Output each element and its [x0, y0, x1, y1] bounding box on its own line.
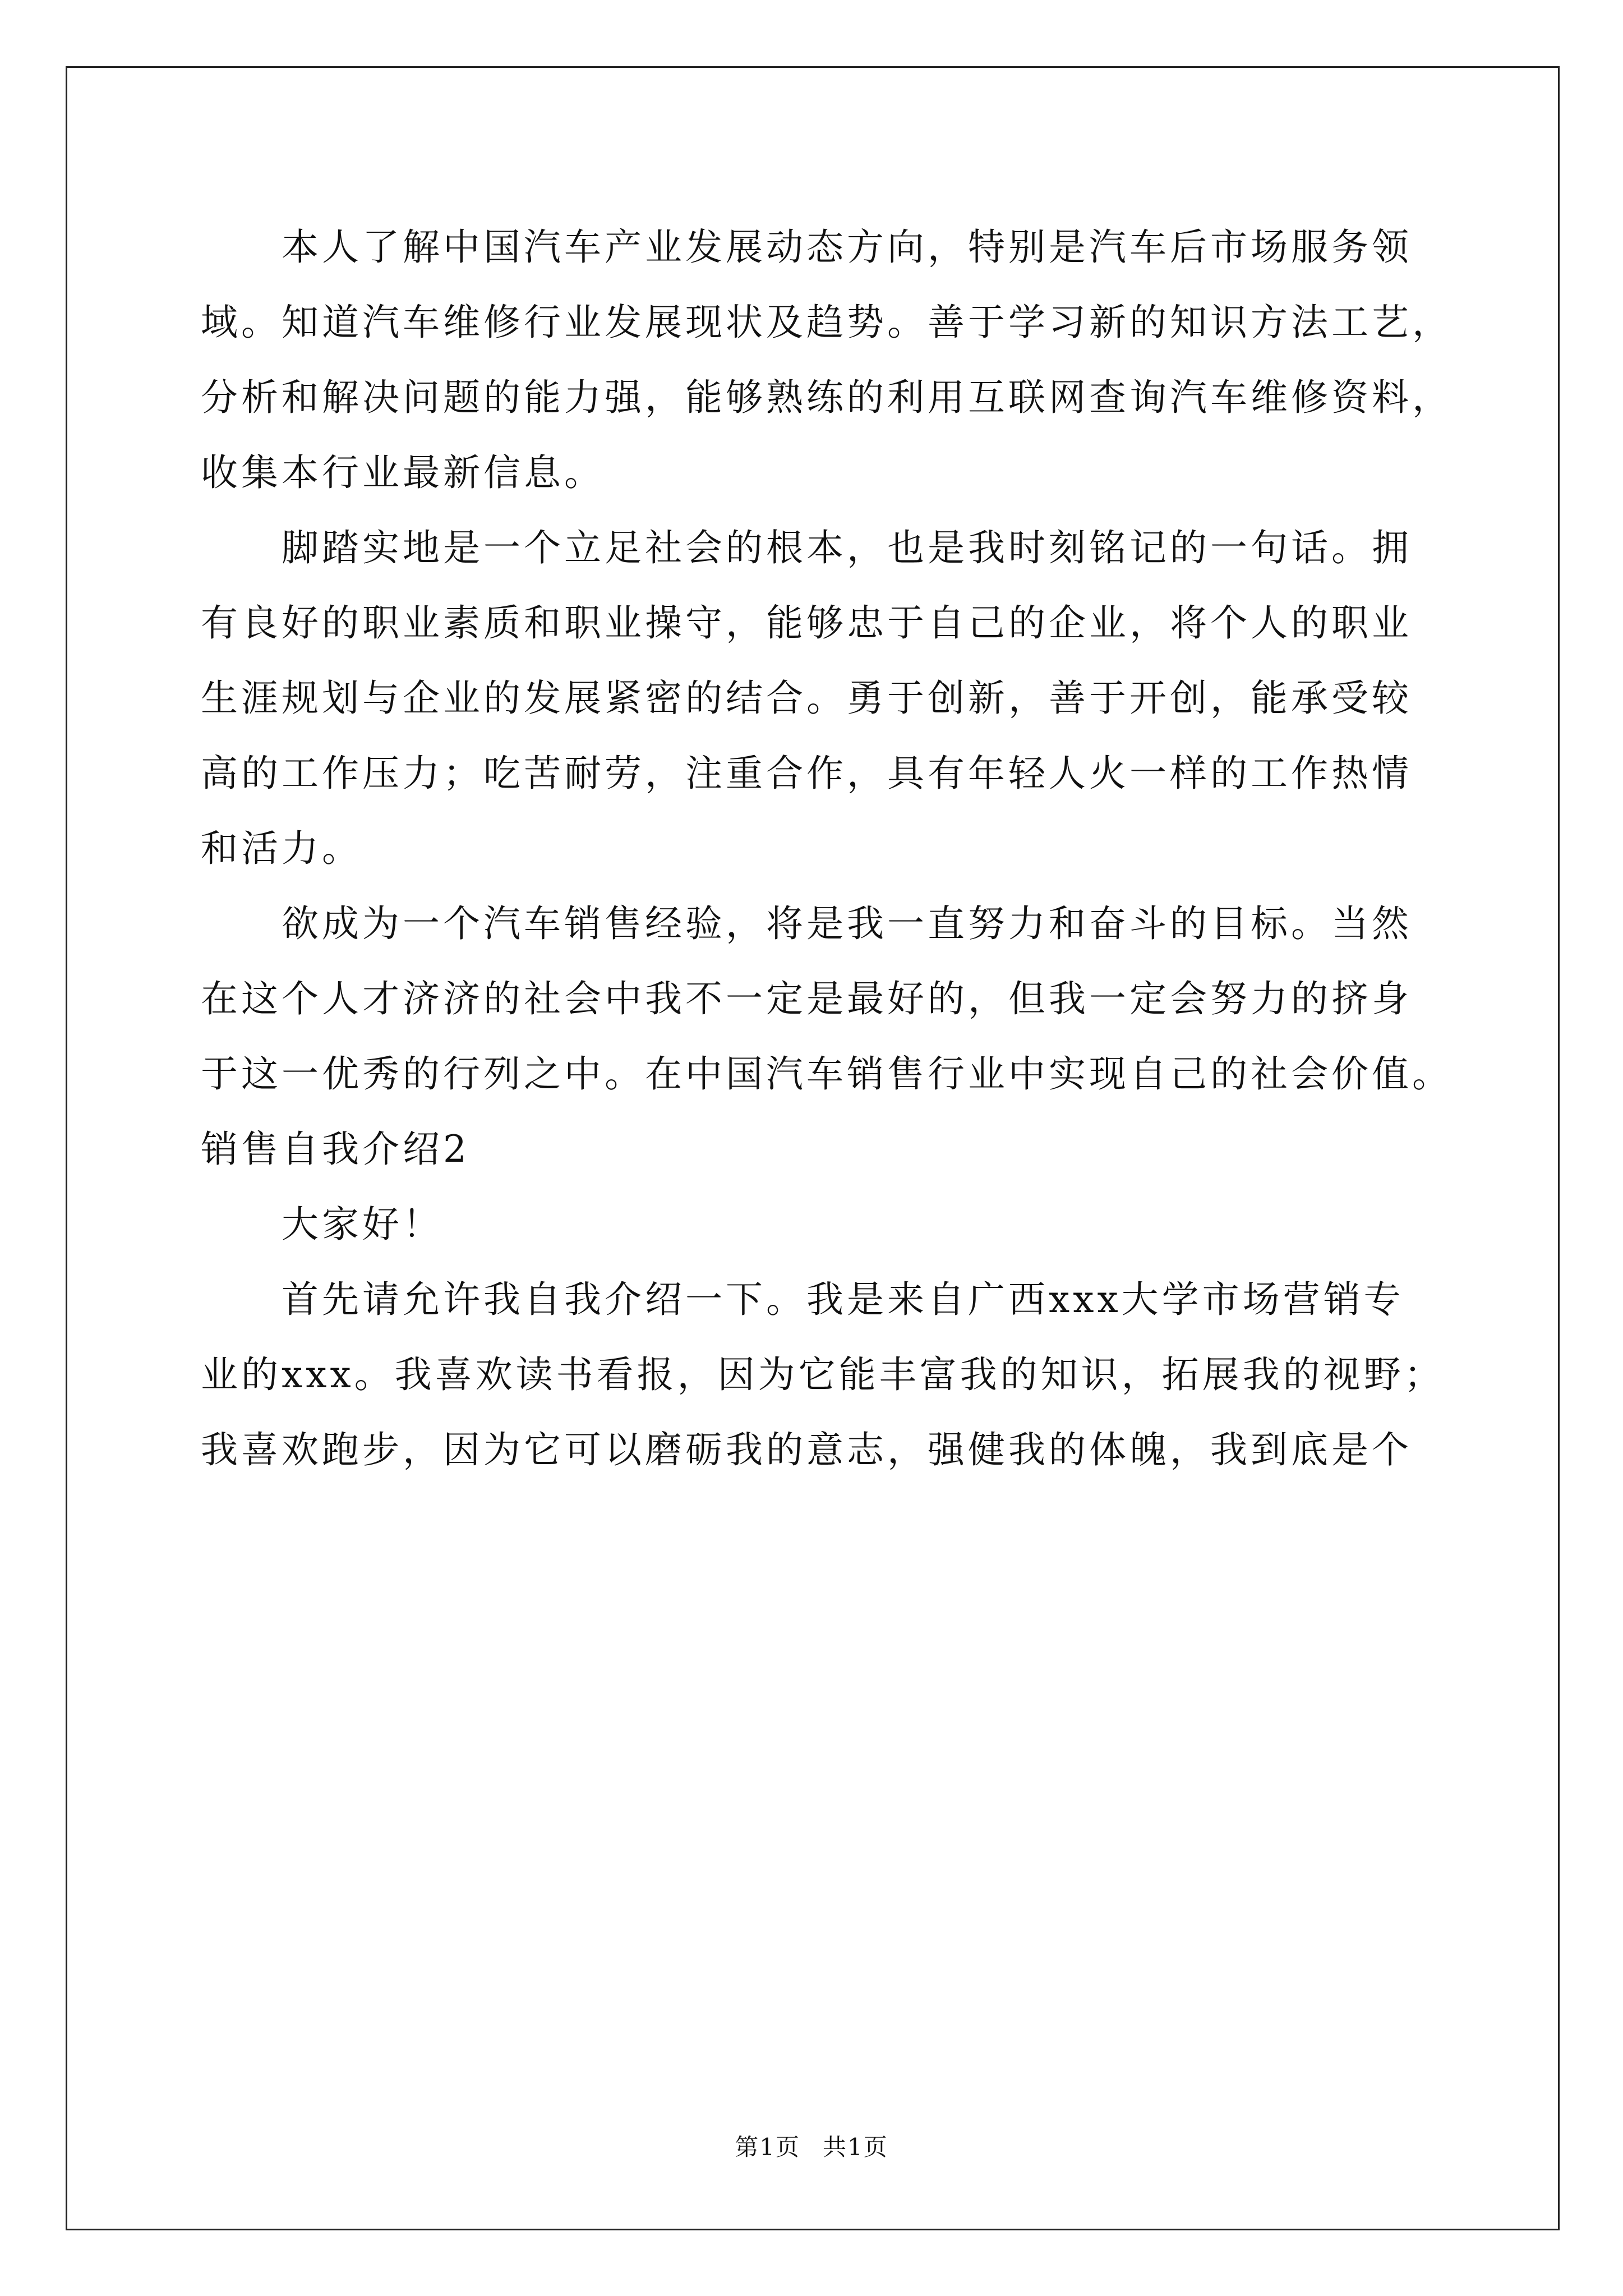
- paragraph-3: [201, 886, 1453, 1112]
- text-line: 收集本行业最新信息。: [201, 451, 605, 494]
- paragraph-4: [201, 1262, 1445, 1488]
- text-line: 有良好的职业素质和职业操守，能够忠于自己的企业，将个人的职业: [201, 601, 1412, 645]
- page-number: 第1页: [735, 2133, 800, 2161]
- text-line: 首先请允许我自我介绍一下。我是来自广西xxx大学市场营销专: [282, 1278, 1404, 1321]
- page-total: 共1页: [823, 2133, 888, 2161]
- text-line: 高的工作压力；吃苦耐劳，注重合作，具有年轻人火一样的工作热情: [201, 752, 1412, 795]
- document-body: [201, 210, 1453, 1488]
- text-line: 我喜欢跑步，因为它可以磨砺我的意志，强健我的体魄，我到底是个: [201, 1428, 1412, 1471]
- text-line: 欲成为一个汽车销售经验，将是我一直努力和奋斗的目标。当然: [282, 902, 1412, 945]
- text-line: 分析和解决问题的能力强，能够熟练的利用互联网查询汽车维修资料，: [201, 376, 1453, 419]
- page-footer: [0, 2133, 1623, 2161]
- text-line: 业的xxx。我喜欢读书看报，因为它能丰富我的知识，拓展我的视野；: [201, 1353, 1445, 1396]
- text-line: 脚踏实地是一个立足社会的根本，也是我时刻铭记的一句话。拥: [282, 526, 1412, 569]
- paragraph-1: [201, 210, 1453, 510]
- section-heading: 销售自我介绍2: [201, 1128, 470, 1171]
- paragraph-2: [201, 510, 1440, 886]
- text-line: 本人了解中国汽车产业发展动态方向，特别是汽车后市场服务领: [282, 226, 1412, 269]
- text-line: 在这个人才济济的社会中我不一定是最好的，但我一定会努力的挤身: [201, 977, 1412, 1020]
- text-line: 生涯规划与企业的发展紧密的结合。勇于创新，善于开创，能承受较: [201, 677, 1412, 720]
- text-line: 于这一优秀的行列之中。在中国汽车销售行业中实现自己的社会价值。: [201, 1052, 1453, 1096]
- greeting: 大家好！: [282, 1203, 443, 1246]
- text-line: 和活力。: [201, 827, 362, 870]
- text-line: 域。知道汽车维修行业发展现状及趋势。善于学习新的知识方法工艺，: [201, 301, 1453, 344]
